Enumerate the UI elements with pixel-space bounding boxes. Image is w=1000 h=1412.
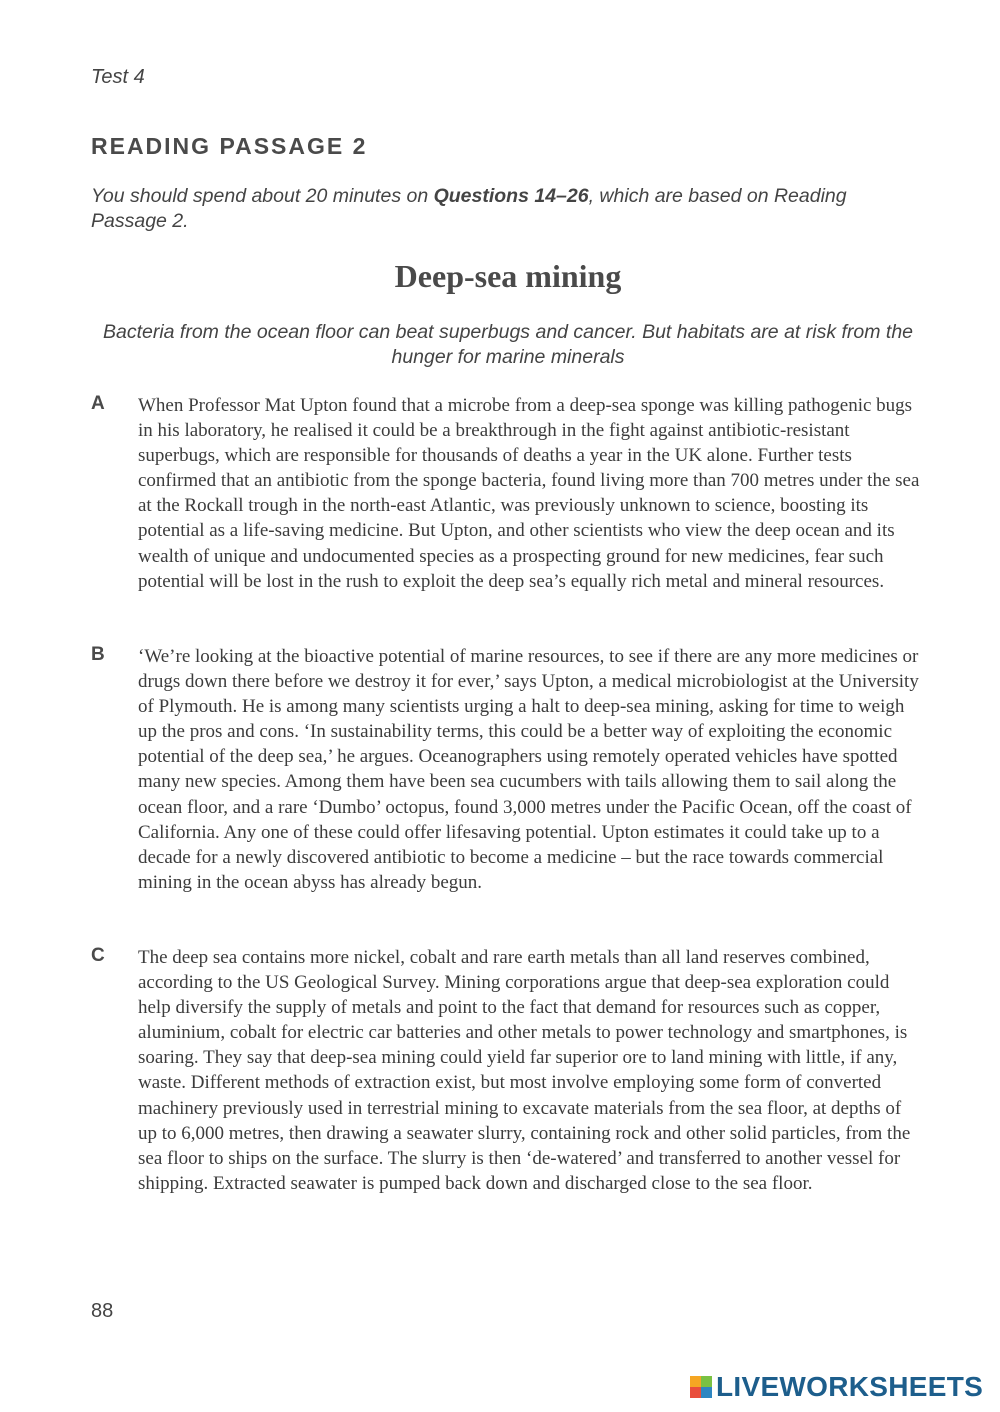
paragraph-letter: C bbox=[91, 945, 105, 966]
paragraph-text: The deep sea contains more nickel, cobalt and rare earth metals than all land reserves combined, according to the US Geological Survey. Mining corporations argue that deep-sea exploration could help diversify the supply of metals and point to the fact that demand for resources such as copper, aluminium, cobalt for electric car batteries and other metals to power technology and smartphones, is soaring. They say that deep-sea mining could yield far superior ore to land mining with little, if any, waste. Different methods of extraction exist, but most involve employing some form of converted machinery previously used in terrestrial mining to excavate materials from the sea floor, at depths of up to 6,000 metres, then drawing a seawater slurry, containing rock and other solid particles, from the sea floor to ships on the surface. The slurry is then ‘de-watered’ and transferred to another vessel for shipping. Extracted seawater is pumped back down and discharged close to the sea floor. bbox=[138, 947, 911, 1194]
instructions-before: You should spend about 20 minutes on bbox=[91, 185, 434, 207]
liveworksheets-watermark[interactable] bbox=[690, 1372, 983, 1402]
paragraph-text: When Professor Mat Upton found that a microbe from a deep-sea sponge was killing pathogenic bugs in his laboratory, he realised it could be a breakthrough in the fight against antibiotic-resistant superbugs, which are responsible for thousands of deaths a year in the UK alone. Further tests confirmed that an antibiotic from the sponge bacteria, found living more than 700 metres under the sea at the Rockall trough in the north-east Atlantic, was previously unknown to science, boosting its potential as a life-saving medicine. But Upton, and other scientists who view the deep ocean and its wealth of unique and undocumented species as a prospecting ground for new medicines, fear such potential will be lost in the rush to exploit the deep sea’s equally rich metal and mineral resources. bbox=[138, 395, 920, 592]
logo-square-icon bbox=[690, 1376, 701, 1387]
running-head: Test 4 bbox=[91, 66, 145, 88]
article-title: Deep-sea mining bbox=[394, 258, 622, 294]
page-number: 88 bbox=[91, 1300, 114, 1322]
instructions-after: , which are based on Reading Passage 2. bbox=[91, 185, 847, 232]
logo-square-icon bbox=[701, 1387, 712, 1398]
paragraph-letter: B bbox=[91, 644, 105, 665]
section-title: READING PASSAGE 2 bbox=[91, 133, 368, 159]
instructions-questions: Questions 14–26 bbox=[433, 185, 589, 207]
liveworksheets-logo-icon bbox=[690, 1376, 712, 1398]
watermark-text: LIVEWORKSHEETS bbox=[716, 1371, 984, 1402]
paragraph-letter: A bbox=[91, 393, 105, 414]
instructions bbox=[91, 184, 921, 234]
paragraph-text: ‘We’re looking at the bioactive potential of marine resources, to see if there are any more medicines or drugs down there before we destroy it for ever,’ says Upton, a medical microbiologist at the University of Plymouth. He is among many scientists urging a halt to deep-sea mining, asking for time to weigh up the pros and cons. ‘In sustainability terms, this could be a better way of exploiting the economic potential of the deep sea,’ he argues. Oceanographers using remotely operated vehicles have spotted many new species. Among them have been sea cucumbers with tails allowing them to sail along the ocean floor, and a rare ‘Dumbo’ octopus, found 3,000 metres under the Pacific Ocean, off the coast of California. Any one of these could offer lifesaving potential. Upton estimates it could take up to a decade for a newly discovered antibiotic to become a medicine – but the race towards commercial mining in the ocean abyss has already begun. bbox=[138, 646, 919, 893]
article-standfirst: Bacteria from the ocean floor can beat superbugs and cancer. But habitats are at risk from the hunger for marine minerals bbox=[102, 321, 914, 368]
logo-square-icon bbox=[690, 1387, 701, 1398]
logo-square-icon bbox=[701, 1376, 712, 1387]
